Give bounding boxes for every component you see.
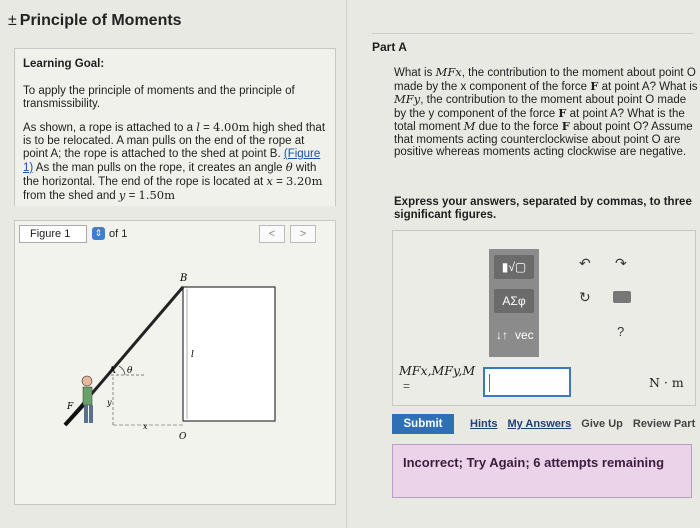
f-symbol: F	[561, 119, 570, 133]
greek-button[interactable]: ΑΣφ	[494, 289, 534, 313]
desc-text: with the horizontal. The end of the rope is located at	[23, 162, 317, 188]
give-up-link[interactable]: Give Up	[581, 418, 623, 430]
figure-label: Figure 1	[19, 225, 87, 243]
problem-description	[23, 121, 327, 203]
arrows-button[interactable]: ↓↑	[496, 328, 508, 342]
mfx-symbol: MFx	[435, 65, 462, 79]
action-links	[470, 418, 700, 430]
submit-button[interactable]: Submit	[392, 414, 454, 434]
l-symbol: l	[196, 120, 200, 134]
q-text: due to the force	[475, 121, 562, 133]
label-a: A	[109, 366, 116, 376]
math-toolbar	[489, 249, 539, 357]
x-value: 3.20m	[285, 174, 323, 188]
answer-label: MFx,MFy,M	[399, 363, 476, 378]
undo-icon[interactable]: ↶	[579, 255, 591, 271]
figure-select-icon[interactable]: ⇕	[92, 227, 105, 240]
learning-goal-text: To apply the principle of moments and the principle of transmissibility.	[23, 85, 295, 110]
part-title: Part A	[372, 40, 407, 54]
figure-panel	[14, 220, 336, 505]
label-x: x	[143, 422, 148, 431]
equals-sign: =	[403, 379, 411, 393]
hints-link[interactable]: Hints	[470, 418, 498, 430]
column-divider	[346, 0, 347, 528]
figure-diagram	[15, 249, 335, 504]
keyboard-icon[interactable]	[613, 291, 631, 303]
learning-goal-heading: Learning Goal:	[23, 58, 105, 70]
template-button[interactable]: ▮√▢	[494, 255, 534, 279]
shed	[183, 287, 275, 421]
collapse-toggle-icon[interactable]: ±	[8, 12, 17, 29]
redo-icon[interactable]: ↷	[615, 255, 627, 271]
figure-toolbar	[19, 225, 331, 245]
help-icon[interactable]: ?	[617, 324, 625, 339]
next-figure-button[interactable]: >	[290, 225, 316, 243]
theta-symbol: θ	[285, 160, 293, 174]
desc-text: =	[272, 176, 286, 188]
label-o: O	[179, 432, 187, 442]
q-text: , the contribution to the moment about point O made by the y component of the force	[394, 94, 687, 120]
reset-icon[interactable]: ↻	[579, 289, 591, 305]
q-text: at point A? What is	[598, 80, 698, 93]
figure-count: of 1	[109, 228, 128, 240]
review-part-link[interactable]: Review Part	[632, 418, 696, 430]
title-text: Principle of Moments	[19, 12, 182, 29]
page-title	[8, 12, 182, 30]
label-b: B	[180, 273, 188, 284]
part-separator	[372, 33, 694, 34]
label-y: y	[107, 398, 112, 407]
angle-arc	[119, 366, 125, 375]
answer-input[interactable]	[483, 367, 571, 397]
desc-text: =	[199, 122, 214, 134]
desc-text: As the man pulls on the rope, it creates an angle	[33, 162, 286, 174]
mfy-symbol: MFy	[394, 92, 421, 106]
q-text: about point O? Assume that moments acting counterclockwise about point O are positive whereas moments acting clockwise are negative.	[394, 121, 693, 158]
instructions: Express your answers, separated by commas, to three significant figures.	[394, 196, 692, 221]
desc-text: =	[125, 190, 139, 202]
vec-button[interactable]: vec	[515, 328, 534, 342]
desc-text: high shed that is to be relocated. A man pulls on the end of the rope at point A; the rope is attached to the shed at point B.	[23, 122, 326, 160]
desc-text: from the shed and	[23, 190, 119, 202]
unit-label: N · m	[649, 375, 684, 390]
q-text: at point A? What is the total moment	[394, 107, 685, 133]
x-symbol: x	[266, 174, 273, 188]
label-f: F	[67, 402, 74, 412]
f-symbol: F	[590, 78, 599, 93]
learning-goal-panel	[14, 48, 336, 206]
l-value: 4.00m	[213, 120, 250, 134]
my-answers-link[interactable]: My Answers	[507, 418, 572, 430]
y-symbol: y	[118, 188, 126, 202]
man-figure	[82, 376, 93, 423]
f-symbol: F	[558, 105, 567, 120]
answer-box	[392, 230, 696, 406]
prev-figure-button[interactable]: <	[259, 225, 285, 243]
question-text	[394, 66, 698, 159]
desc-text: As shown, a rope is attached to a	[23, 122, 197, 134]
label-theta: θ	[127, 366, 133, 376]
label-l: l	[191, 350, 194, 360]
figure-link[interactable]: (Figure 1)	[23, 148, 321, 174]
q-text: , the contribution to the moment about point O made by the x component of the force	[394, 67, 696, 93]
y-value: 1.50m	[138, 188, 176, 202]
m-symbol: M	[463, 119, 476, 133]
feedback-message: Incorrect; Try Again; 6 attempts remaining	[392, 444, 692, 498]
q-text: What is	[394, 67, 436, 79]
